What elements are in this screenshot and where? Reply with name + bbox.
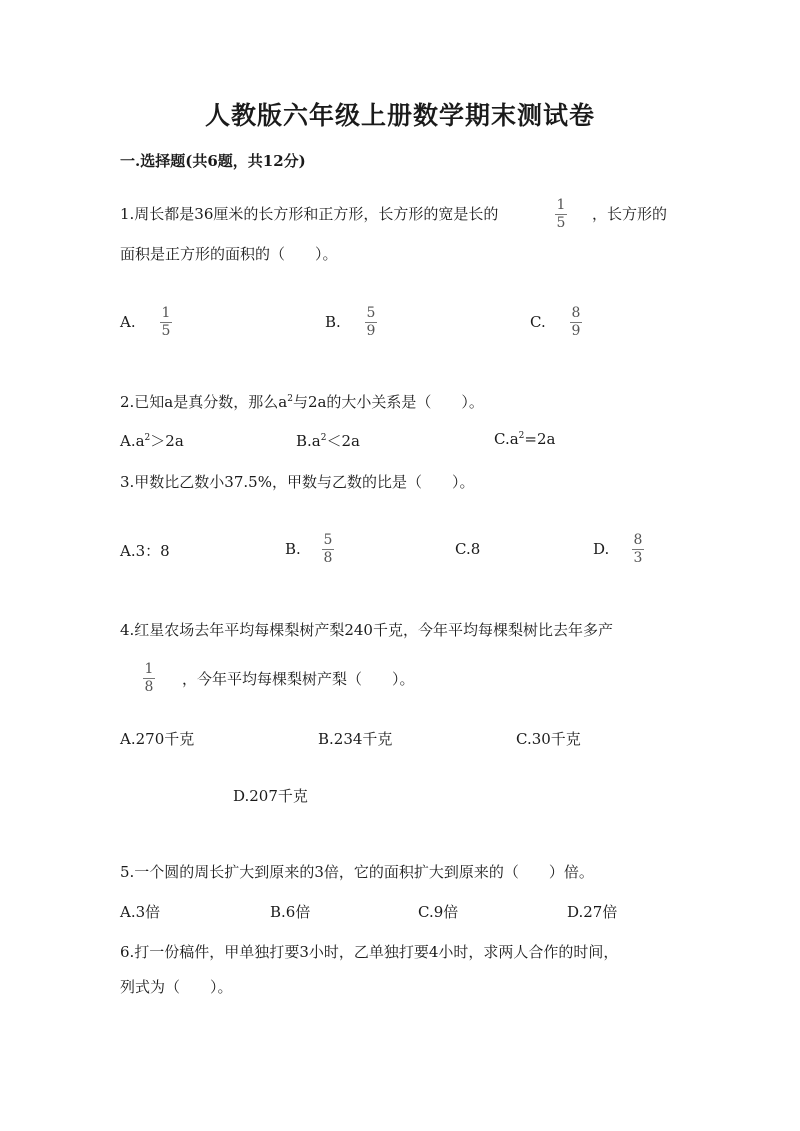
question-1-text-line2: 面积是正方形的面积的（ ）。 <box>120 245 338 263</box>
q5-option-a[interactable]: A.3倍 <box>120 903 161 921</box>
option-text: ＜2a <box>326 432 360 450</box>
question-2-text-b: 与2a的大小关系是（ ）。 <box>292 393 484 411</box>
fraction-denominator: 9 <box>366 323 376 339</box>
superscript: 2 <box>287 394 293 404</box>
question-1-text-cont: ，长方形的 <box>592 205 668 223</box>
fraction-numerator: 5 <box>323 532 333 548</box>
q4-option-d[interactable]: D.207千克 <box>233 787 308 805</box>
q3-option-b-fraction <box>322 533 334 566</box>
q3-option-d-fraction <box>632 533 644 566</box>
q2-option-c[interactable] <box>494 430 555 448</box>
question-6-text: 6.打一份稿件，甲单独打要3小时，乙单独打要4小时，求两人合作的时间， <box>120 943 619 961</box>
option-text: C.a <box>494 430 519 448</box>
question-3-text: 3.甲数比乙数小37.5%，甲数与乙数的比是（ ）。 <box>120 473 475 491</box>
question-2-text <box>120 391 484 412</box>
fraction-numerator: 5 <box>366 305 376 321</box>
option-text: ＞2a <box>150 432 184 450</box>
q5-option-c[interactable]: C.9倍 <box>418 903 459 921</box>
q1-option-a-fraction <box>160 306 172 339</box>
q1-option-c-label[interactable]: C. <box>530 313 546 331</box>
fraction-numerator: 1 <box>161 305 171 321</box>
option-text: A.a <box>120 432 145 450</box>
q4-option-c[interactable]: C.30千克 <box>516 730 581 748</box>
q3-option-d-label[interactable]: D. <box>593 540 610 558</box>
fraction-numerator: 1 <box>144 661 154 677</box>
q1-option-b-fraction <box>365 306 377 339</box>
fraction-numerator: 8 <box>571 305 581 321</box>
fraction-denominator: 8 <box>323 550 333 566</box>
fraction-denominator: 3 <box>633 550 643 566</box>
q2-option-b[interactable] <box>296 430 360 451</box>
question-1-fraction <box>555 198 567 231</box>
question-5-text: 5.一个圆的周长扩大到原来的3倍，它的面积扩大到原来的（ ）倍。 <box>120 863 594 881</box>
question-2-text-a: 2.已知a是真分数，那么a <box>120 393 288 411</box>
question-4-fraction <box>143 662 155 695</box>
fraction-denominator: 8 <box>144 679 154 695</box>
q4-option-b[interactable]: B.234千克 <box>318 730 393 748</box>
superscript: 2 <box>518 431 525 441</box>
fraction-denominator: 9 <box>571 323 581 339</box>
question-4-text-cont: ，今年平均每棵梨树产梨（ ）。 <box>182 670 415 688</box>
section-heading: 一.选择题(共6题，共12分) <box>120 152 306 170</box>
q3-option-b-label[interactable]: B. <box>285 540 301 558</box>
superscript: 2 <box>320 433 327 443</box>
q5-option-b[interactable]: B.6倍 <box>270 903 311 921</box>
question-6-text-line2: 列式为（ ）。 <box>120 978 233 996</box>
q1-option-a-label[interactable]: A. <box>120 313 136 331</box>
q5-option-d[interactable]: D.27倍 <box>567 903 618 921</box>
option-text: B.a <box>296 432 321 450</box>
q1-option-b-label[interactable]: B. <box>325 313 341 331</box>
fraction-numerator: 8 <box>633 532 643 548</box>
fraction-denominator: 5 <box>556 215 566 231</box>
fraction-numerator: 1 <box>556 197 566 213</box>
q2-option-a[interactable] <box>120 430 184 451</box>
fraction-denominator: 5 <box>161 323 171 339</box>
option-text: =2a <box>524 430 556 448</box>
q3-option-a[interactable]: A.3：8 <box>120 542 170 560</box>
question-1-text: 1.周长都是36厘米的长方形和正方形，长方形的宽是长的 <box>120 205 499 223</box>
q4-option-a[interactable]: A.270千克 <box>120 730 195 748</box>
q3-option-c[interactable]: C.8 <box>455 540 481 558</box>
q1-option-c-fraction <box>570 306 582 339</box>
superscript: 2 <box>144 433 151 443</box>
page-title: 人教版六年级上册数学期末测试卷 <box>204 101 595 130</box>
question-4-text: 4.红星农场去年平均每棵梨树产梨240千克，今年平均每棵梨树比去年多产 <box>120 621 613 639</box>
